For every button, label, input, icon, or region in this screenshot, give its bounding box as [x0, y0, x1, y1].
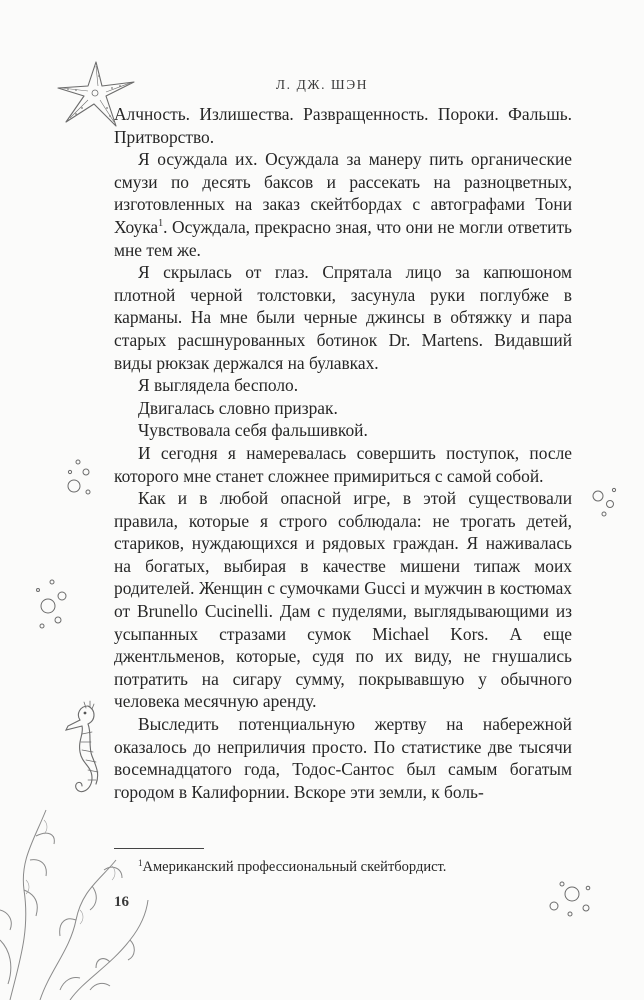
bubbles-icon — [540, 876, 600, 922]
paragraph: Чувствовала себя фальшивкой. — [138, 420, 368, 441]
paragraph: Как и в любой опасной игре, в этой существовали правила, которые я строго соблюдала: не трогать детей, стариков, нуждающихся и рядовых граждан. Я наживалась на богатых, выбирая в качестве мишени типаж моих родителей. Женщин с сумочками Gucci и мужчин в костюмах от Brunello Cucinelli. Дам с пуделями, выглядывающими из усыпанных стразами сумок Michael Kors. А еще джентльменов, которые, судя по их виду, не гнушались потратить на сигару сумму, покрывавшую у обычного человека месячную аренду. — [114, 488, 572, 712]
bubbles-icon — [60, 452, 100, 498]
footnote-rule — [114, 848, 204, 849]
paragraph: Я скрылась от глаз. Спрятала лицо за капюшоном плотной черной толстовки, засунула руки поглубже в карманы. На мне были черные джинсы в обтяжку и пара старых расшнурованных ботинок Dr. Martens. Видавший виды рюкзак держался на булавках. — [114, 262, 572, 373]
paragraph — [114, 148, 572, 261]
paragraph: Я выглядела бесполо. — [138, 375, 299, 396]
footnote-reference[interactable]: 1 — [158, 217, 164, 229]
footnote — [138, 858, 568, 876]
bubbles-icon — [28, 568, 78, 648]
paragraph-text: Я осуждала их. Осуждала за манеру пить органические смузи по десять баксов и рассекать на разноцветных, изготовленных на заказ скейтбордах с автографами Тони Хоука — [114, 149, 572, 237]
body-text — [114, 103, 572, 803]
footnote-marker: 1 — [138, 858, 143, 868]
footnote-text: Американский профессиональный скейтбордист. — [142, 859, 447, 875]
paragraph: Алчность. Излишества. Развращенность. Пороки. Фальшь. Притворство. — [114, 104, 572, 147]
page-number: 16 — [114, 894, 129, 910]
paragraph: И сегодня я намеревалась совершить поступок, после которого мне станет сложнее примириться с самой собой. — [114, 442, 572, 486]
paragraph-text: . Осуждала, прекрасно зная, что они не могли ответить мне тем же. — [114, 216, 572, 260]
running-head: Л. ДЖ. ШЭН — [275, 77, 369, 92]
paragraph: Двигалась словно призрак. — [138, 397, 338, 418]
paragraph: Выследить потенциальную жертву на набережной оказалось до неприличия просто. По статистике две тысячи восемнадцатого года, Тодос-Сантос был самым богатым городом в Калифорнии. Вскоре эти земли, к боль- — [114, 714, 572, 802]
bubbles-icon — [584, 480, 624, 524]
